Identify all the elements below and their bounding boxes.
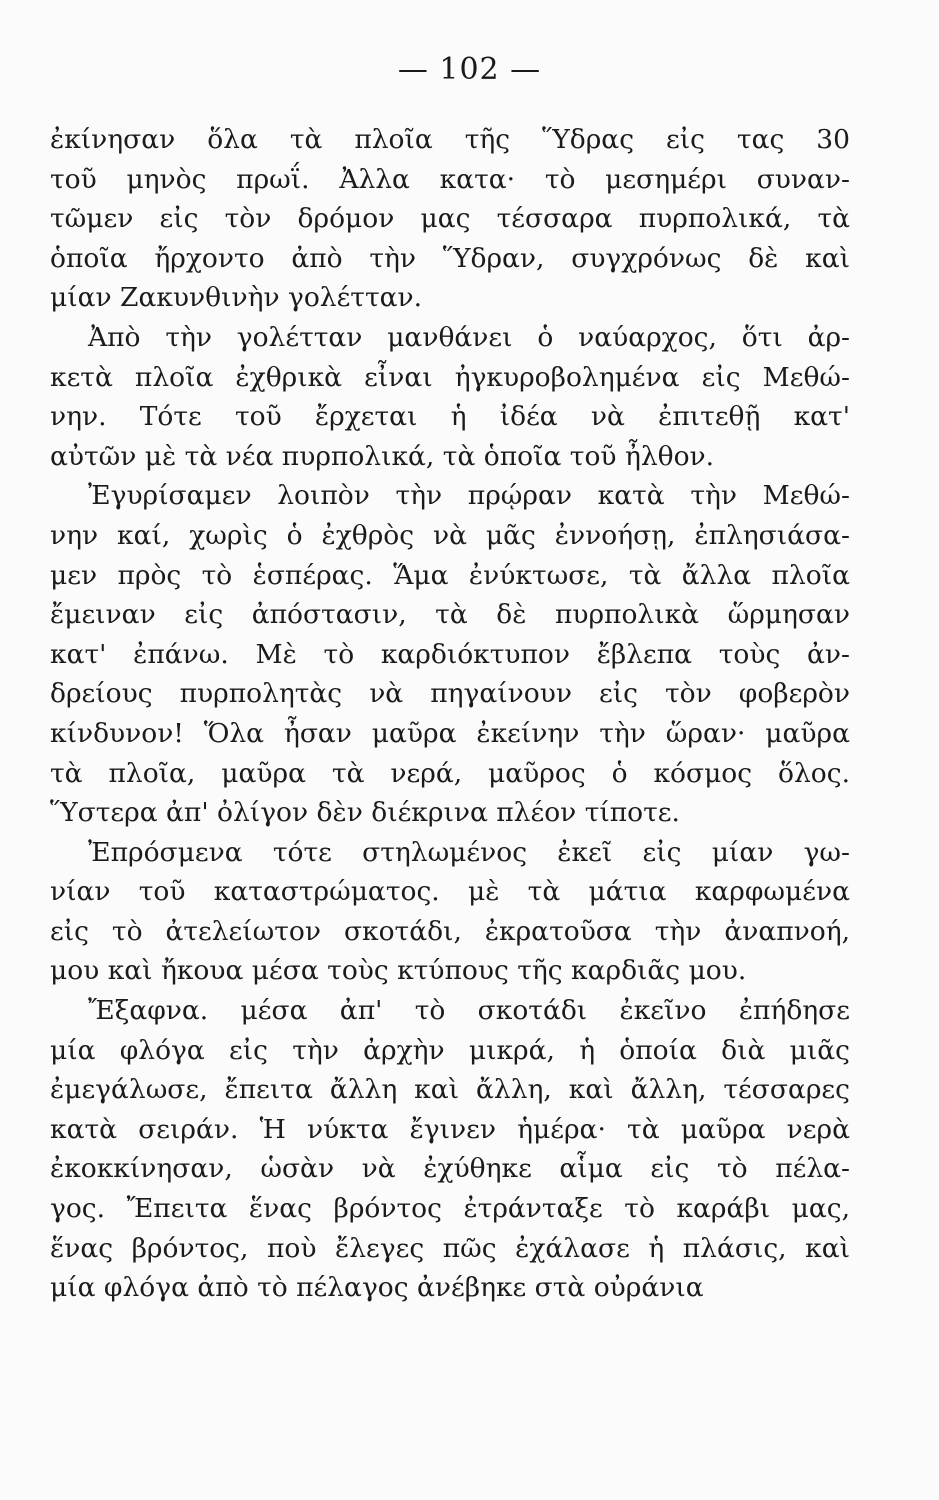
- page-number: — 102 —: [397, 52, 542, 87]
- text-line: Ἐγυρίσαμεν λοιπὸν τὴν πρῴραν κατὰ τὴν Μεθώ-: [88, 480, 850, 512]
- paragraph-4: [50, 833, 850, 991]
- text-line: εἰς τὸ ἀτελείωτον σκοτάδι, ἐκρατοῦσα τὴν ἀναπνοή,: [50, 915, 850, 947]
- text-line: ὁποῖα ἤρχοντο ἀπὸ τὴν Ὕδραν, συγχρόνως δὲ καὶ: [50, 242, 850, 274]
- text-line: μία φλόγα ἀπὸ τὸ πέλαγος ἀνέβηκε στὰ οὐράνια: [50, 1272, 704, 1304]
- text-line: ἐμεγάλωσε, ἔπειτα ἄλλη καὶ ἄλλη, καὶ ἄλλη, τέσσαρες: [50, 1074, 850, 1106]
- text-line: μία φλόγα εἰς τὴν ἀρχὴν μικρά, ἡ ὁποία διὰ μιᾶς: [50, 1034, 850, 1066]
- text-line: κατὰ σειράν. Ἡ νύκτα ἔγινεν ἡμέρα· τὰ μαῦρα νερὰ: [50, 1113, 850, 1145]
- text-line: δρείους πυρπολητὰς νὰ πηγαίνουν εἰς τὸν φοβερὸν: [50, 678, 850, 710]
- paragraph-3: [50, 476, 850, 832]
- text-line: μεν πρὸς τὸ ἑσπέρας. Ἅμα ἐνύκτωσε, τὰ ἄλλα πλοῖα: [50, 559, 850, 591]
- text-line: νην. Τότε τοῦ ἔρχεται ἡ ἰδέα νὰ ἐπιτεθῇ κατ': [50, 401, 850, 433]
- text-line: μίαν Ζακυνθινὴν γολέτταν.: [50, 282, 423, 314]
- text-line: τὰ πλοῖα, μαῦρα τὰ νερά, μαῦρος ὁ κόσμος ὅλος.: [50, 757, 850, 789]
- paragraph-2: [50, 318, 850, 476]
- text-line: αὐτῶν μὲ τὰ νέα πυρπολικά, τὰ ὁποῖα τοῦ ἦλθον.: [50, 440, 715, 472]
- paragraph-5: [50, 991, 850, 1308]
- text-line: τῶμεν εἰς τὸν δρόμον μας τέσσαρα πυρπολικά, τὰ: [50, 203, 850, 235]
- text-line: ἕνας βρόντος, ποὺ ἔλεγες πῶς ἐχάλασε ἡ πλάσις, καὶ: [50, 1232, 850, 1264]
- text-line: νην καί, χωρὶς ὁ ἐχθρὸς νὰ μᾶς ἐννοήσῃ, ἐπλησιάσα-: [50, 519, 850, 551]
- text-line: κίνδυνον! Ὅλα ἦσαν μαῦρα ἐκείνην τὴν ὥραν· μαῦρα: [50, 717, 850, 749]
- body-text: [50, 120, 850, 1308]
- text-line: Ὕστερα ἀπ' ὀλίγον δὲν διέκρινα πλέον τίποτε.: [50, 797, 680, 829]
- text-line: ἔμειναν εἰς ἀπόστασιν, τὰ δὲ πυρπολικὰ ὥρμησαν: [50, 599, 850, 631]
- text-line: Ἀπὸ τὴν γολέτταν μανθάνει ὁ ναύαρχος, ὅτι ἀρ-: [88, 321, 850, 353]
- text-line: ἐκοκκίνησαν, ὡσὰν νὰ ἐχύθηκε αἷμα εἰς τὸ πέλα-: [50, 1153, 850, 1185]
- text-line: Ἔξαφνα. μέσα ἀπ' τὸ σκοτάδι ἐκεῖνο ἐπήδησε: [88, 995, 850, 1027]
- text-line: κατ' ἐπάνω. Μὲ τὸ καρδιόκτυπον ἔβλεπα τοὺς ἀν-: [50, 638, 850, 670]
- text-line: ἐκίνησαν ὅλα τὰ πλοῖα τῆς Ὕδρας εἰς τας 30: [50, 124, 850, 155]
- paragraph-1: [50, 120, 850, 318]
- text-line: μου καὶ ἤκουα μέσα τοὺς κτύπους τῆς καρδιᾶς μου.: [50, 955, 747, 987]
- text-line: νίαν τοῦ καταστρώματος. μὲ τὰ μάτια καρφωμένα: [50, 876, 850, 908]
- text-line: Ἐπρόσμενα τότε στηλωμένος ἐκεῖ εἰς μίαν γω-: [88, 836, 850, 868]
- text-line: τοῦ μηνὸς πρωΐ. Ἀλλα κατα· τὸ μεσημέρι συναν-: [50, 163, 850, 195]
- text-line: κετὰ πλοῖα ἐχθρικὰ εἶναι ἠγκυροβολημένα εἰς Μεθώ-: [50, 361, 850, 393]
- text-line: γος. Ἔπειτα ἕνας βρόντος ἐτράνταξε τὸ καράβι μας,: [50, 1193, 850, 1225]
